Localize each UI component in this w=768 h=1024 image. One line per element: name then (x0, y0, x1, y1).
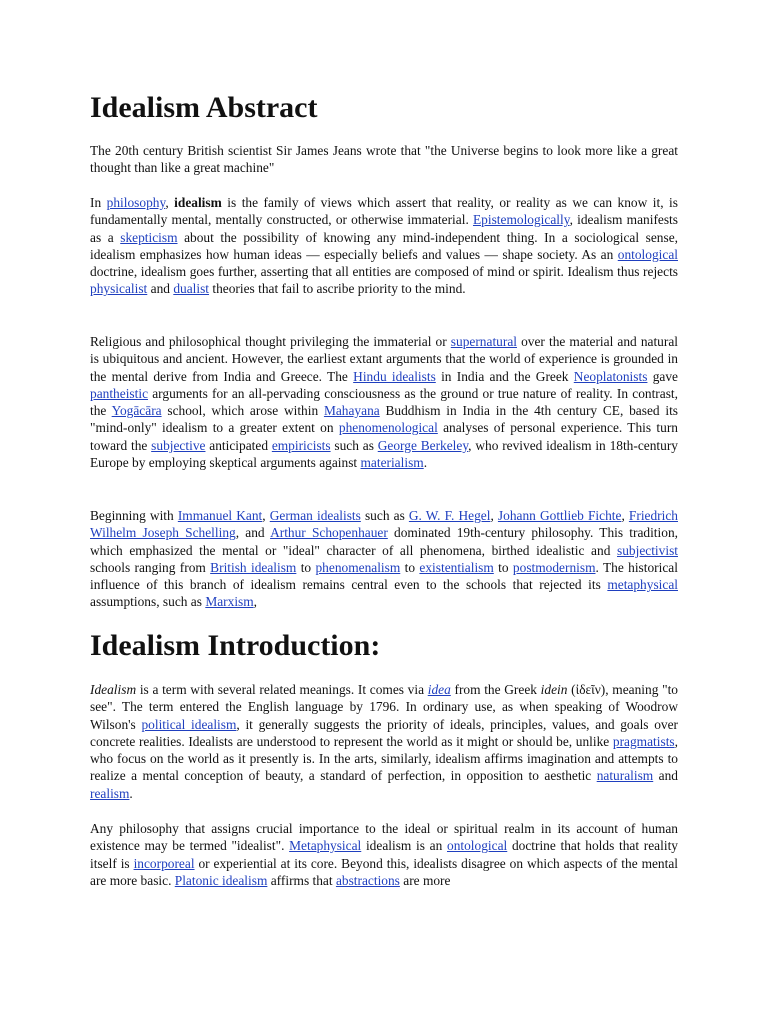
paragraph-german-idealists: Beginning with Immanuel Kant, German idealists such as G. W. F. Hegel, Johann Gottlieb Fichte, Friedrich Wilhelm Joseph Schelling, and Arthur Schopenhauer dominated 19th-century philosophy. This tradition, which emphasized the mental or "ideal" character of all phenomena, birthed idealistic and subjectivist schools ranging from British idealism to phenomenalism to existentialism to postmodernism. The historical influence of this branch of idealism remains central even to the schools that rejected its metaphysical assumptions, such as Marxism, (90, 508, 678, 610)
link-empiricists[interactable]: empiricists (271, 437, 331, 453)
link-realism[interactable]: realism (90, 785, 130, 801)
paragraph-definition: In philosophy, idealism is the family of views which assert that reality, or reality as we can know it, is fundamentally mental, mentally constructed, or otherwise immaterial. Epistemologically, idealism manifests as a skepticism about the possibility of knowing any mind-independent thing. In a sociological sense, idealism emphasizes how human ideas — especially beliefs and values — shape society. As an ontological doctrine, idealism goes further, asserting that all entities are composed of mind or spirit. Idealism thus rejects physicalist and dualist theories that fail to ascribe priority to the mind. (90, 195, 678, 297)
heading-idealism-abstract: Idealism Abstract (90, 91, 318, 124)
link-friedrich-wilhelm-joseph-schelling[interactable]: Friedrich Wilhelm Joseph Schelling (90, 508, 678, 541)
link-political-idealism[interactable]: political idealism (141, 716, 237, 732)
paragraph-idealist-philosophy: Any philosophy that assigns crucial importance to the ideal or spiritual realm in its account of human existence may be termed "idealist". Metaphysical idealism is an ontological doctrine that holds that reality itself is incorporeal or experiential at its core. Beyond this, idealists disagree on which aspects of the mental are more basic. Platonic idealism affirms that abstractions are more (90, 821, 679, 888)
link-arthur-schopenhauer[interactable]: Arthur Schopenhauer (270, 525, 388, 541)
link-ontological[interactable]: ontological (617, 246, 678, 262)
link-abstractions[interactable]: abstractions (335, 872, 400, 888)
link-george-berkeley[interactable]: George Berkeley (377, 437, 469, 453)
bold-term: idealism (174, 195, 222, 210)
link-postmodernism[interactable]: postmodernism (512, 559, 596, 575)
link-metaphysical[interactable]: Metaphysical (289, 838, 362, 854)
link-existentialism[interactable]: existentialism (419, 559, 494, 575)
link-phenomenalism[interactable]: phenomenalism (315, 559, 401, 575)
link-dualist[interactable]: dualist (173, 281, 210, 297)
link-german-idealists[interactable]: German idealists (269, 508, 361, 523)
paragraph-religious-thought: Religious and philosophical thought privileging the immaterial or supernatural over the material and natural is ubiquitous and ancient. However, the earliest extant arguments that the world of experience is grounded in the mental derive from India and Greece. The Hindu idealists in India and the Greek Neoplatonists gave pantheistic arguments for an all-pervading consciousness as the ground or true nature of reality. In contrast, the Yogācāra school, which arose within Mahayana Buddhism in India in the 4th century CE, based its "mind-only" idealism to a greater extent on phenomenological analyses of personal experience. This turn toward the subjective anticipated empiricists such as George Berkeley, who revived idealism in 18th-century Europe by employing skeptical arguments against materialism. (90, 334, 679, 471)
link-marxism[interactable]: Marxism (205, 594, 254, 610)
link-pantheistic[interactable]: pantheistic (90, 385, 149, 401)
link-supernatural[interactable]: supernatural (450, 334, 517, 349)
link-hindu-idealists[interactable]: Hindu idealists (353, 368, 436, 384)
link-ontological[interactable]: ontological (447, 838, 508, 854)
link-g-w-f-hegel[interactable]: G. W. F. Hegel (408, 508, 491, 523)
link-yog-c-ra[interactable]: Yogācāra (111, 403, 162, 419)
link-subjectivist[interactable]: subjectivist (617, 542, 678, 558)
link-naturalism[interactable]: naturalism (596, 768, 654, 784)
link-platonic-idealism[interactable]: Platonic idealism (174, 872, 268, 888)
link-neoplatonists[interactable]: Neoplatonists (573, 368, 648, 384)
link-pragmatists[interactable]: pragmatists (612, 733, 675, 749)
link-johann-gottlieb-fichte[interactable]: Johann Gottlieb Fichte (497, 508, 622, 523)
link-epistemologically[interactable]: Epistemologically (472, 212, 570, 228)
link-idea[interactable]: idea (427, 682, 451, 697)
heading-idealism-introduction: Idealism Introduction: (90, 629, 381, 662)
paragraph-term-meaning: Idealism is a term with several related meanings. It comes via idea from the Greek idein (ἰδεῖν), meaning "to see". The term entered the English language by 1796. In ordinary use, as when speaking of Woodrow Wilson's political idealism, it generally suggests the priority of ideals, principles, values, and goals over concrete realities. Idealists are understood to represent the world as it might or should be, unlike pragmatists, who focus on the world as it presently is. In the arts, similarly, idealism affirms imagination and attempts to realize a mental conception of beauty, a standard of perfection, in opposition to aesthetic naturalism and realism. (90, 682, 678, 801)
link-subjective[interactable]: subjective (151, 437, 206, 453)
link-mahayana[interactable]: Mahayana (323, 403, 380, 419)
italic-term: idein (540, 682, 568, 697)
paragraph-jeans-quote: The 20th century British scientist Sir James Jeans wrote that "the Universe begins to look more like a great thought than like a great machine" (90, 143, 678, 176)
link-philosophy[interactable]: philosophy (106, 195, 166, 210)
link-immanuel-kant[interactable]: Immanuel Kant (177, 508, 263, 523)
link-physicalist[interactable]: physicalist (90, 281, 148, 297)
link-british-idealism[interactable]: British idealism (210, 559, 297, 575)
link-incorporeal[interactable]: incorporeal (133, 855, 195, 871)
link-materialism[interactable]: materialism (360, 455, 424, 471)
link-metaphysical[interactable]: metaphysical (607, 577, 678, 593)
italic-term: Idealism (90, 682, 137, 697)
link-phenomenological[interactable]: phenomenological (338, 420, 438, 436)
link-skepticism[interactable]: skepticism (120, 229, 178, 245)
